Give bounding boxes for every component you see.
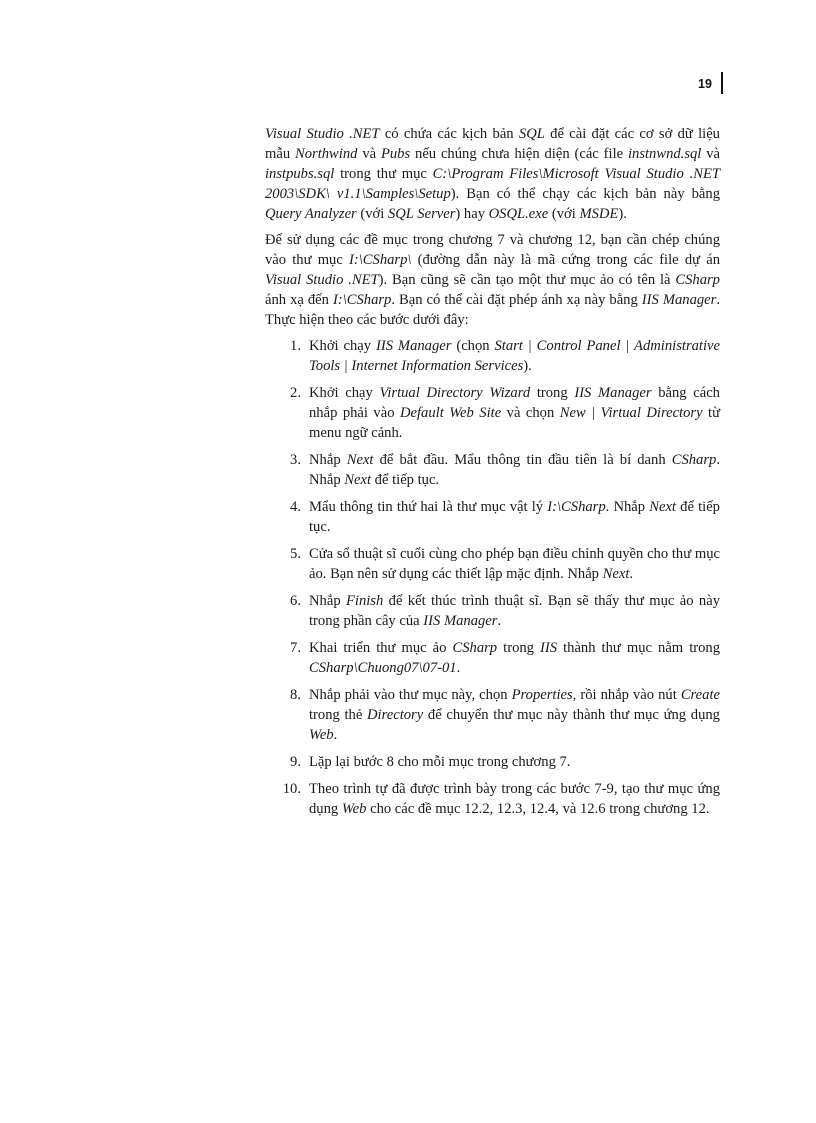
text-run: ). — [523, 358, 532, 374]
text-run: Theo trình tự đã được trình bày trong các bước 7-9, tạo thư mục ứng dụng — [309, 781, 720, 817]
text-run: Để sử dụng các đề mục trong chương 7 và chương 12, bạn cần chép chúng vào thư mục — [265, 232, 720, 268]
italic-term: Finish — [345, 593, 384, 609]
step-item — [265, 752, 720, 772]
text-run: Nhắp — [309, 452, 347, 468]
page-body — [265, 124, 720, 826]
step-number: 9. — [290, 754, 301, 770]
italic-term: SQL — [518, 126, 545, 142]
step-item — [265, 685, 720, 745]
step-number: 7. — [290, 640, 301, 656]
text-run: để tiếp tục. — [309, 499, 720, 535]
text-run: và — [701, 146, 720, 162]
text-run: bằng cách nhắp phải vào — [309, 385, 720, 421]
italic-term: C:\Program Files\Microsoft Visual Studio .NET 2003\SDK\ v1.1\Samples\Setup — [265, 166, 720, 202]
step-number: 6. — [290, 593, 301, 609]
italic-term: Visual Studio .NET — [265, 272, 379, 288]
italic-term: MSDE — [579, 206, 619, 222]
text-run: (đường dẫn này là mã cứng trong các file dự án — [411, 252, 720, 268]
italic-term: Properties — [511, 687, 573, 703]
step-item — [265, 638, 720, 678]
italic-term: CSharp — [671, 452, 717, 468]
italic-term: CSharp\Chuong07\07-01 — [309, 660, 457, 676]
step-item — [265, 779, 720, 819]
paragraphs — [265, 124, 720, 330]
text-run: thành thư mục nằm trong — [557, 640, 721, 656]
text-run: trong — [497, 640, 541, 656]
step-number: 5. — [290, 546, 301, 562]
italic-term: I:\CSharp — [332, 292, 392, 308]
body-paragraph — [265, 124, 720, 224]
italic-term: instpubs.sql — [265, 166, 335, 182]
italic-term: I:\CSharp — [547, 499, 606, 515]
step-number: 8. — [290, 687, 301, 703]
step-number: 10. — [282, 781, 301, 797]
text-run: có chứa các kịch bản — [379, 126, 519, 142]
step-item — [265, 591, 720, 631]
text-run: trong — [530, 385, 575, 401]
text-run: . — [456, 660, 461, 676]
text-run: trong thư mục — [334, 166, 433, 182]
italic-term: Next — [346, 452, 374, 468]
italic-term: Northwind — [295, 146, 358, 162]
italic-term: Next — [602, 566, 630, 582]
italic-term: IIS Manager — [641, 292, 717, 308]
step-text — [309, 546, 720, 582]
italic-term: Virtual Directory Wizard — [379, 385, 531, 401]
page-number-rule — [721, 72, 723, 94]
text-run: và chọn — [501, 405, 560, 421]
text-run: ). Bạn có thể chạy các kịch bản này bằng — [450, 186, 720, 202]
italic-term: Next — [649, 499, 676, 515]
text-run: và — [357, 146, 381, 162]
italic-term: Web — [309, 727, 334, 743]
page-number: 19 — [698, 77, 712, 91]
italic-term: Directory — [367, 707, 424, 723]
italic-term: Create — [680, 687, 720, 703]
text-run: trong thẻ — [309, 707, 368, 723]
italic-term: Default Web Site — [399, 405, 502, 421]
text-run: (với — [356, 206, 388, 222]
body-paragraph — [265, 230, 720, 330]
step-number: 1. — [290, 338, 301, 354]
step-item — [265, 544, 720, 584]
text-run: Khai triển thư mục ảo — [309, 640, 453, 656]
text-run: Mẩu thông tin thứ hai là thư mục vật lý — [309, 499, 548, 515]
italic-term: IIS Manager — [574, 385, 652, 401]
text-run: để bắt đầu. Mẩu thông tin đầu tiên là bí danh — [373, 452, 672, 468]
text-run: để chuyển thư mục này thành thư mục ứng dụng — [423, 707, 720, 723]
italic-term: I:\CSharp\ — [349, 252, 412, 268]
italic-term: Pubs — [380, 146, 411, 162]
step-number: 4. — [290, 499, 301, 515]
text-run: để kết thúc trình thuật sĩ. Bạn sẽ thấy thư mục ảo này trong phần cây của — [309, 593, 720, 629]
text-run: . — [629, 566, 634, 582]
text-run: (chọn — [451, 338, 495, 354]
text-run: để tiếp tục. — [371, 472, 440, 488]
step-number: 3. — [290, 452, 301, 468]
text-run: . Nhắp — [605, 499, 650, 515]
step-text — [309, 499, 720, 535]
italic-term: IIS Manager — [375, 338, 452, 354]
step-item — [265, 383, 720, 443]
step-text — [309, 781, 720, 817]
italic-term: Visual Studio .NET — [265, 126, 380, 142]
text-run: ). Bạn cũng sẽ cần tạo một thư mục ảo có tên là — [378, 272, 676, 288]
text-run: ánh xạ đến — [265, 292, 333, 308]
step-text — [309, 385, 720, 441]
step-text — [309, 754, 570, 770]
italic-term: Next — [344, 472, 372, 488]
text-run: Lặp lại bước 8 cho mỗi mục trong chương 7. — [309, 754, 571, 770]
text-run: cho các đề mục 12.2, 12.3, 12.4, và 12.6 trong chương 12. — [366, 801, 710, 817]
italic-term: SQL Server — [387, 206, 456, 222]
step-text — [309, 452, 720, 488]
text-run: nếu chúng chưa hiện diện (các file — [410, 146, 628, 162]
text-run: từ menu ngữ cảnh. — [309, 405, 720, 441]
step-text — [309, 593, 720, 629]
text-run: Nhắp — [309, 593, 346, 609]
italic-term: OSQL.exe — [488, 206, 549, 222]
text-run: để cài đặt các cơ sở dữ liệu mẫu — [265, 126, 720, 162]
italic-term: Start | Control Panel | Administrative Tools | Internet Information Services — [309, 338, 720, 374]
text-run: . — [333, 727, 338, 743]
step-text — [309, 640, 720, 676]
text-run: . Bạn có thể cài đặt phép ánh xạ này bằng — [391, 292, 642, 308]
italic-term: New | Virtual Directory — [559, 405, 703, 421]
text-run: (với — [548, 206, 580, 222]
step-item — [265, 497, 720, 537]
text-run: ). — [618, 206, 627, 222]
italic-term: Web — [341, 801, 367, 817]
italic-term: Query Analyzer — [265, 206, 357, 222]
setup-steps-list — [265, 336, 720, 819]
text-run: . Nhắp — [309, 452, 720, 488]
step-item — [265, 336, 720, 376]
italic-term: IIS — [540, 640, 558, 656]
step-text — [309, 687, 720, 743]
text-run: Cửa sổ thuật sĩ cuối cùng cho phép bạn điều chỉnh quyền cho thư mục ảo. Bạn nên sử dụng các thiết lập mặc định. Nhắp — [309, 546, 720, 582]
step-item — [265, 450, 720, 490]
step-text — [309, 338, 720, 374]
text-run: ) hay — [455, 206, 489, 222]
text-run: . — [497, 613, 502, 629]
text-run: Khởi chạy — [309, 338, 376, 354]
text-run: Nhắp phải vào thư mục này, chọn — [309, 687, 512, 703]
italic-term: IIS Manager — [423, 613, 498, 629]
italic-term: instnwnd.sql — [627, 146, 702, 162]
text-run: . Thực hiện theo các bước dưới đây: — [265, 292, 720, 328]
italic-term: CSharp — [452, 640, 498, 656]
text-run: , rồi nhắp vào nút — [572, 687, 681, 703]
text-run: Khởi chạy — [309, 385, 380, 401]
italic-term: CSharp — [675, 272, 720, 288]
step-number: 2. — [290, 385, 301, 401]
